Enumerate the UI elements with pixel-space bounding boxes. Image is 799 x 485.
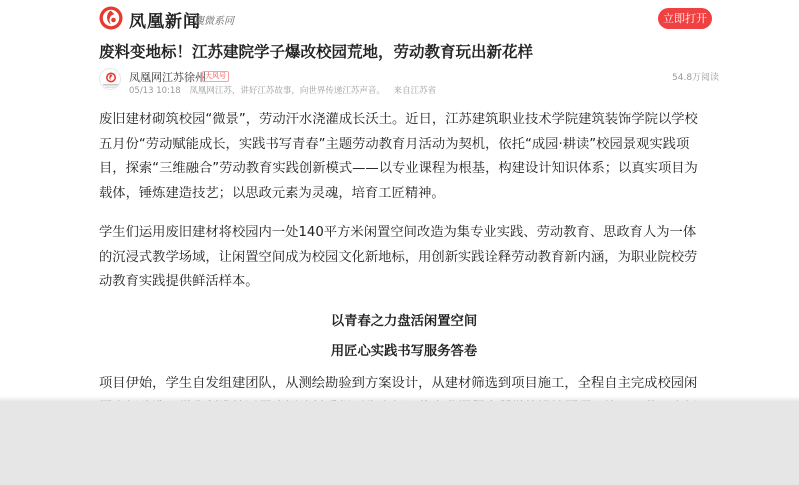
section-heading: 以青春之力盘活闲置空间	[330, 313, 478, 329]
source-avatar[interactable]	[99, 68, 121, 90]
phoenix-logo-icon[interactable]	[99, 6, 123, 30]
bottom-overlay[interactable]	[0, 401, 799, 485]
read-count: 54.8万阅读	[672, 73, 720, 83]
logo-text: 凤凰新闻	[129, 12, 201, 32]
article-meta	[129, 84, 442, 96]
logo-slogan: 觀微系同	[194, 16, 234, 27]
top-bar	[0, 0, 799, 36]
open-app-button[interactable]: 立即打开	[658, 8, 712, 29]
source-tag-badge: 大风号	[202, 71, 229, 82]
source-location: 来自江苏省	[393, 86, 437, 96]
article-title: 废料变地标！江苏建院学子爆改校园荒地，劳动教育玩出新花样	[99, 43, 534, 61]
paragraph: 学生们运用废旧建材将校园内一处140平方米闲置空间改造为集专业实践、劳动教育、思政育人为一体的沉浸式教学场域，让闲置空间成为校园文化新地标，用创新实践诠释劳动教育新内涵，为职业院校劳动教育实践提供鲜活样本。	[99, 225, 698, 289]
paragraph: 废旧建材砌筑校园“微景”，劳动汗水浇灌成长沃土。近日，江苏建筑职业技术学院建筑装饰学院以学校五月份“劳动赋能成长，实践书写青春”主题劳动教育月活动为契机，依托“成园·耕读”校园景观实践项目，探索“三维融合”劳动教育实践创新模式——以专业课程为根基，构建设计知识体系；以真实项目为载体，锤炼建造技艺；以思政元素为灵魂，培育工匠精神。	[99, 112, 698, 201]
phoenix-avatar-icon	[100, 69, 121, 90]
source-description: 凤凰网江苏，讲好江苏故事，向世界传递江苏声音。	[189, 86, 385, 96]
section-heading: 用匠心实践书写服务答卷	[330, 343, 478, 359]
source-name[interactable]: 凤凰网江苏徐州	[129, 71, 206, 84]
paragraph: 项目伊始，学生自发组建团队，从测绘勘验到方案设计，从建材筛选到项目施工，全程自主完成校园闲	[99, 375, 698, 391]
publish-date: 05/13 10:18	[129, 86, 181, 96]
